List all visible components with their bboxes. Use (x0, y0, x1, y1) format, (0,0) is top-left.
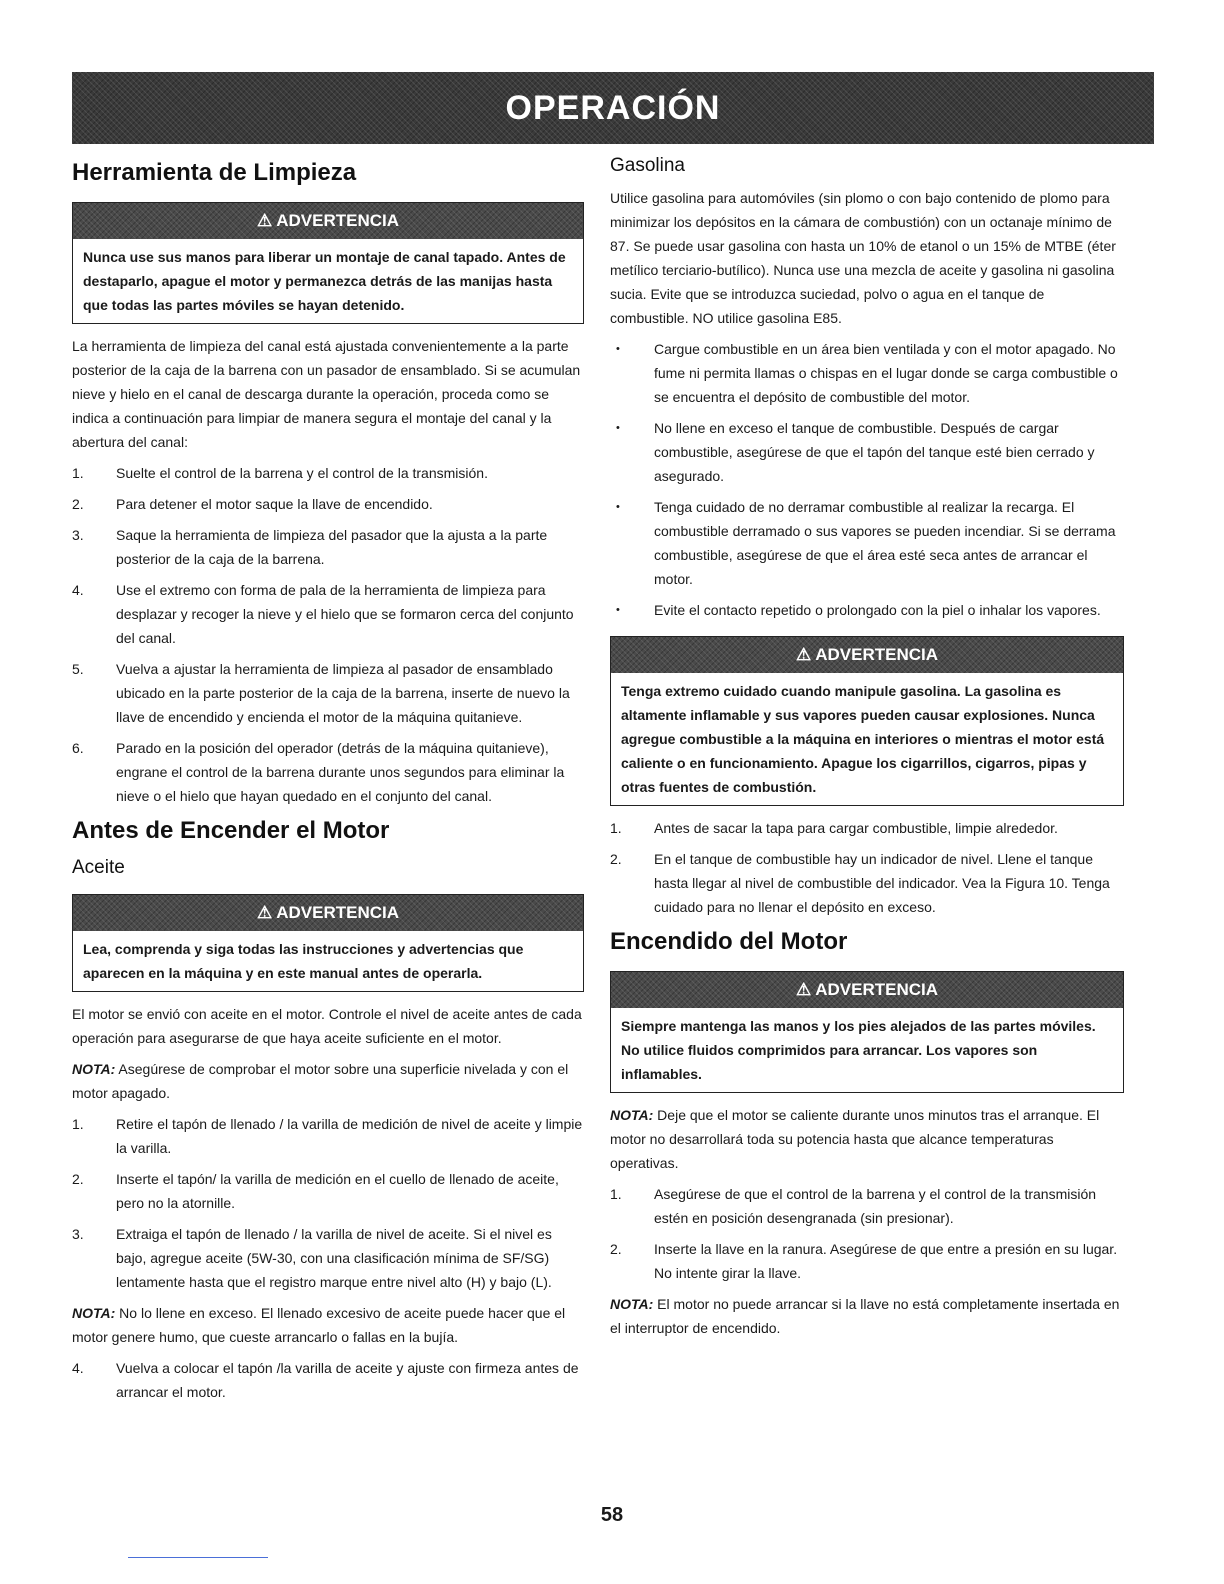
warning-header (611, 972, 1123, 1008)
heading-antes: Antes de Encender el Motor (72, 817, 390, 844)
warning-box-encendido (610, 971, 1124, 1093)
steps-aceite-final (72, 1356, 584, 1404)
warning-label: ADVERTENCIA (276, 211, 400, 230)
note-aceite: NOTA: Asegúrese de comprobar el motor sobre una superficie nivelada y con el motor apagado. (72, 1061, 569, 1101)
footer-divider (128, 1557, 268, 1558)
section-banner (72, 72, 1154, 144)
note-llenado: NOTA: No lo llene en exceso. El llenado excesivo de aceite puede hacer que el motor genere humo, que cueste arrancarlo o fallas en la bujía. (72, 1305, 566, 1345)
steps-herramienta (72, 461, 584, 808)
warning-label: ADVERTENCIA (815, 645, 939, 664)
warning-box-herramienta (72, 202, 584, 324)
page-number: 58 (600, 1504, 624, 1526)
warning-triangle-icon: ⚠ (795, 980, 812, 999)
list-item: 4. Use el extremo con forma de pala de la herramienta de limpieza para desplazar y recoger la nieve y el hielo que se formaron cerca del conjunto del canal. (72, 582, 574, 646)
list-item: 1. Retire el tapón de llenado / la varilla de medición de nivel de aceite y limpie la varilla. (72, 1116, 583, 1156)
warning-triangle-icon: ⚠ (795, 645, 812, 664)
list-item: 1. Suelte el control de la barrena y el control de la transmisión. (72, 465, 488, 481)
list-item: 6. Parado en la posición del operador (detrás de la máquina quitanieve), engrane el control de la barrena durante unos segundos para eliminar la nieve o el hielo que hayan quedado en el conjunto del canal. (72, 740, 565, 804)
subheading-aceite: Aceite (72, 857, 125, 878)
section-title: OPERACIÓN (505, 88, 721, 127)
warning-text: Tenga extremo cuidado cuando manipule gasolina. La gasolina es altamente inflamable y sus vapores pueden causar explosiones. Nunca agregue combustible a la máquina en interiores o mientras el motor está caliente o en funcionamiento. Apague los cigarrillos, cigarros, pipas y otras fuentes de combustión. (621, 683, 1105, 795)
warning-text: Lea, comprenda y siga todas las instrucciones y advertencias que aparecen en la máquina y en este manual antes de operarla. (83, 941, 524, 981)
steps-aceite (72, 1112, 584, 1294)
list-item: 2. Inserte el tapón/ la varilla de medición en el cuello de llenado de aceite, pero no la atornille. (72, 1171, 559, 1211)
warning-text: Nunca use sus manos para liberar un montaje de canal tapado. Antes de destaparlo, apague el motor y permanezca detrás de las manijas hasta que todas las partes móviles se hayan detenido. (83, 249, 566, 313)
warning-header (73, 203, 583, 239)
list-item: • Tenga cuidado de no derramar combustible al realizar la recarga. El combustible derramado o sus vapores se pueden incendiar. Si se derrama combustible, asegúrese de que el área esté seca antes de arrancar el motor. (610, 495, 1124, 591)
list-item: 2. Para detener el motor saque la llave de encendido. (72, 496, 433, 512)
warning-box-aceite (72, 894, 584, 992)
warning-label: ADVERTENCIA (276, 903, 400, 922)
list-item: 2. Inserte la llave en la ranura. Asegúrese de que entre a presión en su lugar. No intente girar la llave. (610, 1241, 1118, 1281)
paragraph-aceite: El motor se envió con aceite en el motor. Controle el nivel de aceite antes de cada operación para asegurarse de que haya aceite suficiente en el motor. (72, 1006, 582, 1046)
right-column (610, 150, 1124, 1347)
warning-triangle-icon: ⚠ (256, 903, 273, 922)
list-item: 3. Extraiga el tapón de llenado / la varilla de nivel de aceite. Si el nivel es bajo, agregue aceite (5W-30, con una clasificación mínima de SF/SG) lentamente hasta que el registro marque entre nivel alto (H) y bajo (L). (72, 1226, 552, 1290)
left-column (72, 150, 584, 1411)
paragraph-herramienta: La herramienta de limpieza del canal está ajustada convenientemente a la parte posterior de la caja de la barrena con un pasador de ensamblado. Si se acumulan nieve y hielo en el canal de descarga durante la operación, proceda como se indica a continuación para limpiar de manera segura el montaje del canal y la abertura del canal: (72, 338, 581, 450)
warning-label: ADVERTENCIA (815, 980, 939, 999)
list-item: • Cargue combustible en un área bien ventilada y con el motor apagado. No fume ni permita llamas o chispas en el lugar donde se carga combustible o se encuentra el depósito de combustible del motor. (610, 337, 1124, 409)
list-item: 1. Antes de sacar la tapa para cargar combustible, limpie alrededor. (610, 820, 1058, 836)
subheading-gasolina: Gasolina (610, 155, 685, 176)
warning-text: Siempre mantenga las manos y los pies alejados de las partes móviles. No utilice fluidos comprimidos para arrancar. Los vapores son inflamables. (621, 1018, 1096, 1082)
list-item: • Evite el contacto repetido o prolongado con la piel o inhalar los vapores. (610, 598, 1124, 622)
bullets-gasolina (610, 337, 1124, 622)
warning-header (73, 895, 583, 931)
paragraph-gasolina: Utilice gasolina para automóviles (sin plomo o con bajo contenido de plomo para minimizar los depósitos en la cámara de combustión) con un octanaje mínimo de 87. Se puede usar gasolina con hasta un 10% de etanol o un 15% de MTBE (éter metílico terciario-butílico). Nunca use una mezcla de aceite y gasolina ni gasolina sucia. Evite que se introduzca suciedad, polvo o agua en el tanque de combustible. NO utilice gasolina E85. (610, 190, 1116, 326)
list-item: 2. En el tanque de combustible hay un indicador de nivel. Llene el tanque hasta llegar al nivel de combustible del indicador. Vea la Figura 10. Tenga cuidado para no llenar el depósito en exceso. (610, 851, 1110, 915)
steps-gasolina (610, 816, 1124, 919)
warning-triangle-icon: ⚠ (256, 211, 273, 230)
note-calentamiento: NOTA: Deje que el motor se caliente durante unos minutos tras el arranque. El motor no desarrollará toda su potencia hasta que alcance temperaturas operativas. (610, 1107, 1100, 1171)
heading-encendido: Encendido del Motor (610, 928, 848, 955)
list-item: 5. Vuelva a ajustar la herramienta de limpieza al pasador de ensamblado ubicado en la parte posterior de la caja de la barrena, inserte de nuevo la llave de encendido y encienda el motor de la máquina quitanieve. (72, 661, 570, 725)
list-item: 3. Saque la herramienta de limpieza del pasador que la ajusta a la parte posterior de la caja de la barrena. (72, 527, 548, 567)
note-llave: NOTA: El motor no puede arrancar si la llave no está completamente insertada en el interruptor de encendido. (610, 1296, 1120, 1336)
warning-header (611, 637, 1123, 673)
list-item: • No llene en exceso el tanque de combustible. Después de cargar combustible, asegúrese de que el tapón del tanque esté bien cerrado y asegurado. (610, 416, 1124, 488)
list-item: 4. Vuelva a colocar el tapón /la varilla de aceite y ajuste con firmeza antes de arrancar el motor. (72, 1360, 579, 1400)
steps-encendido (610, 1182, 1124, 1285)
list-item: 1. Asegúrese de que el control de la barrena y el control de la transmisión estén en posición desengranada (sin presionar). (610, 1186, 1097, 1226)
heading-herramienta: Herramienta de Limpieza (72, 159, 357, 186)
warning-box-gasolina (610, 636, 1124, 806)
